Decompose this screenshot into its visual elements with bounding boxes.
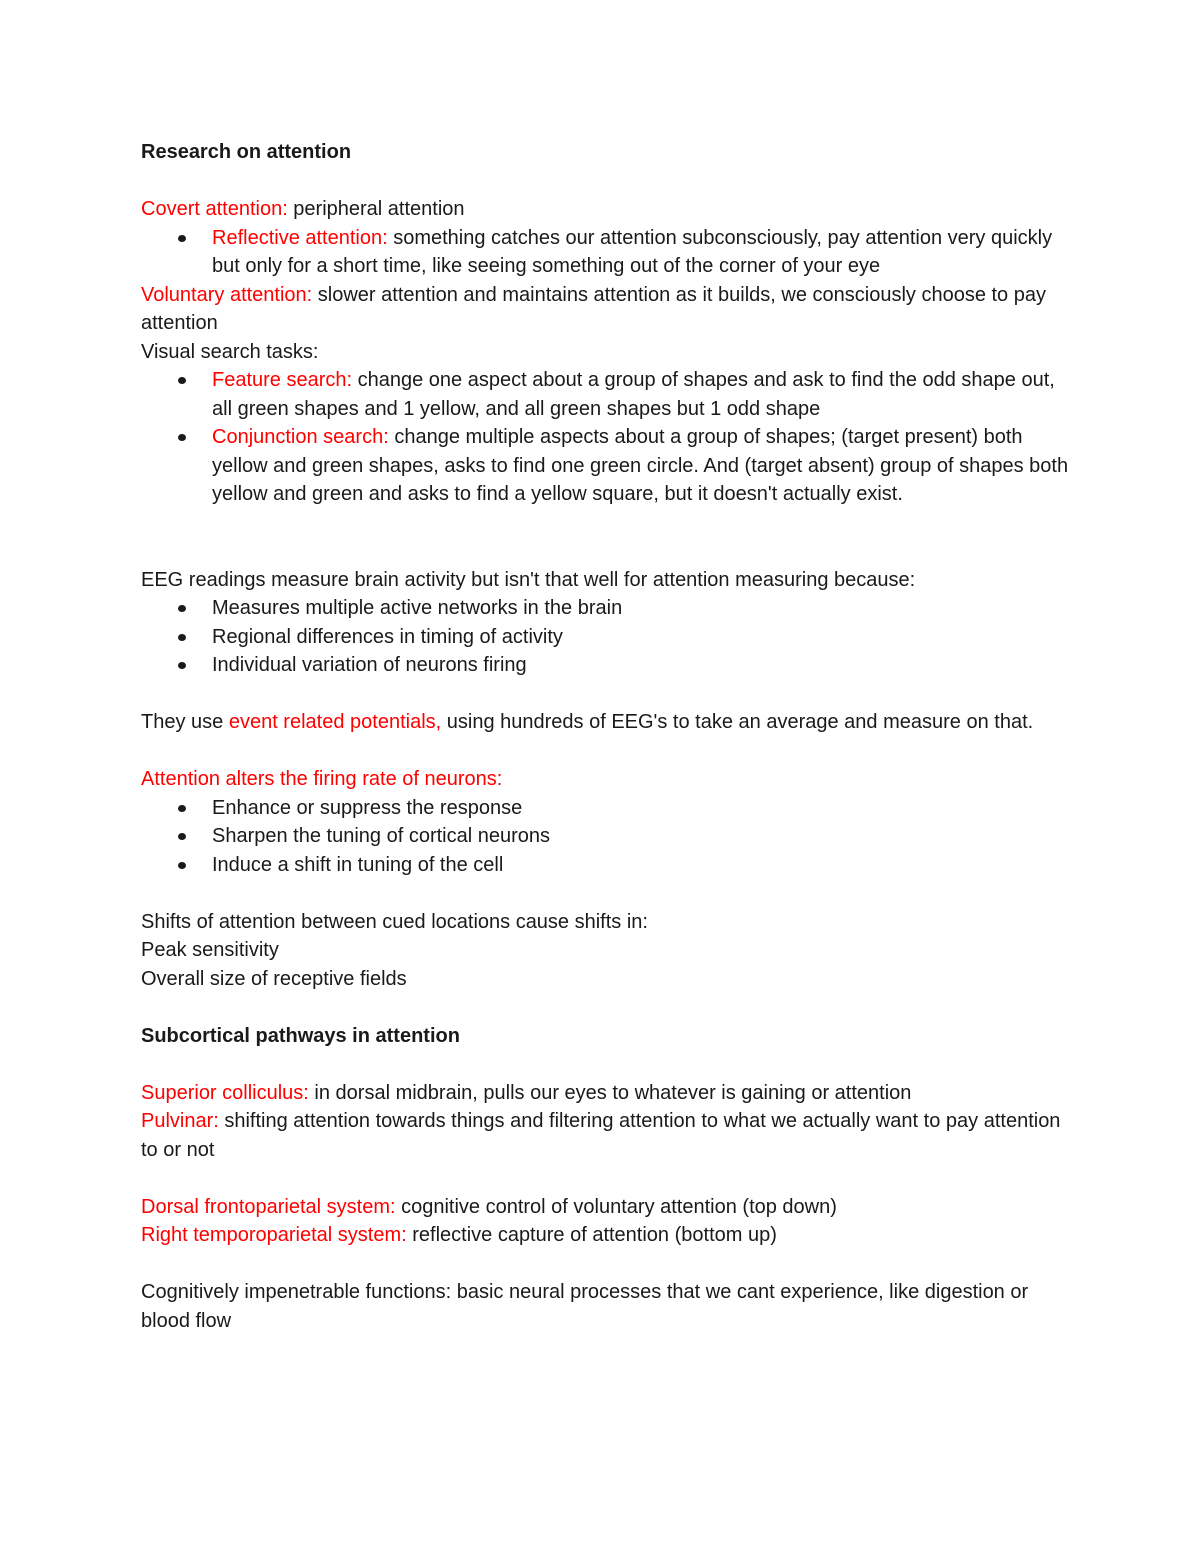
covert-attention-line	[141, 195, 1071, 224]
dorsal-frontoparietal-line	[141, 1193, 1071, 1222]
list-item-text: Sharpen the tuning of cortical neurons	[212, 825, 550, 847]
term-conjunction-search: Conjunction search:	[212, 426, 389, 448]
erp-paragraph	[141, 708, 1071, 737]
pulvinar-line	[141, 1107, 1071, 1164]
def-covert-attention: peripheral attention	[287, 198, 465, 220]
list-item	[212, 594, 1071, 623]
def-reflective-attention: something catches our attention subconsciously, pay attention very quickly but only for a short time, like seeing something out of the corner of your eye	[212, 226, 1053, 277]
shifts-line-1: Peak sensitivity	[141, 939, 279, 961]
bullet-icon	[178, 605, 186, 612]
shifts-line-2: Overall size of receptive fields	[141, 967, 407, 990]
bullet-icon	[178, 833, 186, 840]
voluntary-attention-line	[141, 281, 1071, 338]
list-item	[212, 651, 1071, 680]
spacer	[141, 737, 1071, 766]
bullet-icon	[178, 377, 186, 384]
list-item	[212, 851, 1071, 880]
spacer	[141, 879, 1071, 908]
bullet-icon	[178, 805, 186, 812]
erp-pre: They use	[141, 711, 229, 733]
term-right-temporoparietal: Right temporoparietal system:	[141, 1224, 407, 1246]
spacer	[141, 1164, 1071, 1193]
right-temporoparietal-line	[141, 1221, 1071, 1250]
spacer	[141, 509, 1071, 566]
list-item	[212, 822, 1071, 851]
eeg-intro: EEG readings measure brain activity but isn't that well for attention measuring because:	[141, 568, 916, 591]
heading-subcortical-pathways: Subcortical pathways in attention	[141, 1024, 460, 1047]
spacer	[141, 680, 1071, 709]
def-superior-colliculus: in dorsal midbrain, pulls our eyes to whatever is gaining or attention	[308, 1081, 912, 1104]
spacer	[141, 1250, 1071, 1279]
document-page	[141, 138, 1071, 1335]
def-feature-search: change one aspect about a group of shapes and ask to find the odd shape out, all green shapes and 1 yellow, and all green shapes but 1 odd shape	[212, 369, 1055, 420]
list-item	[212, 794, 1071, 823]
spacer	[141, 1050, 1071, 1079]
list-item-text: Individual variation of neurons firing	[212, 654, 527, 676]
firing-rate-title: Attention alters the firing rate of neurons:	[141, 768, 503, 790]
bullet-icon	[178, 634, 186, 641]
covert-list	[141, 224, 1071, 281]
def-pulvinar: shifting attention towards things and filtering attention to what we actually want to pay attention to or not	[141, 1110, 1061, 1161]
list-item-text: Induce a shift in tuning of the cell	[212, 853, 504, 876]
erp-post: using hundreds of EEG's to take an average and measure on that.	[441, 711, 1034, 733]
list-item-text: Regional differences in timing of activity	[212, 625, 563, 648]
term-reflective-attention: Reflective attention:	[212, 226, 388, 249]
term-dorsal-frontoparietal: Dorsal frontoparietal system:	[141, 1195, 396, 1218]
term-superior-colliculus: Superior colliculus:	[141, 1081, 309, 1104]
term-event-related-potentials: event related potentials,	[228, 711, 442, 733]
heading-research-on-attention: Research on attention	[141, 141, 352, 163]
list-item-text: Enhance or suppress the response	[212, 796, 523, 819]
visual-search-list	[141, 366, 1071, 509]
eeg-list	[141, 594, 1071, 680]
term-feature-search: Feature search:	[212, 369, 353, 391]
list-item-text: Measures multiple active networks in the brain	[212, 597, 623, 619]
superior-colliculus-line	[141, 1079, 1071, 1108]
def-voluntary-attention: slower attention and maintains attention as it builds, we consciously choose to pay attention	[141, 283, 1046, 334]
spacer	[141, 993, 1071, 1022]
bullet-icon	[178, 862, 186, 869]
def-conjunction-search: change multiple aspects about a group of shapes; (target present) both yellow and green shapes, asks to find one green circle. And (target absent) group of shapes both yellow and green and asks to find a yellow square, but it doesn't actually exist.	[212, 426, 1069, 505]
firing-list	[141, 794, 1071, 880]
list-item	[212, 224, 1071, 281]
term-covert-attention: Covert attention:	[141, 198, 288, 220]
visual-search-label: Visual search tasks:	[141, 340, 319, 363]
def-right-temporoparietal: reflective capture of attention (bottom up)	[406, 1224, 777, 1246]
list-item	[212, 423, 1071, 509]
cognitively-impenetrable-paragraph: Cognitively impenetrable functions: basic neural processes that we cant experience, like digestion or blood flow	[141, 1281, 1029, 1332]
term-voluntary-attention: Voluntary attention:	[141, 283, 313, 306]
shifts-intro: Shifts of attention between cued locations cause shifts in:	[141, 910, 648, 933]
term-pulvinar: Pulvinar:	[141, 1110, 219, 1132]
spacer	[141, 167, 1071, 196]
bullet-icon	[178, 434, 186, 441]
bullet-icon	[178, 662, 186, 669]
list-item	[212, 366, 1071, 423]
def-dorsal-frontoparietal: cognitive control of voluntary attention (top down)	[395, 1195, 837, 1218]
list-item	[212, 623, 1071, 652]
bullet-icon	[178, 235, 186, 242]
